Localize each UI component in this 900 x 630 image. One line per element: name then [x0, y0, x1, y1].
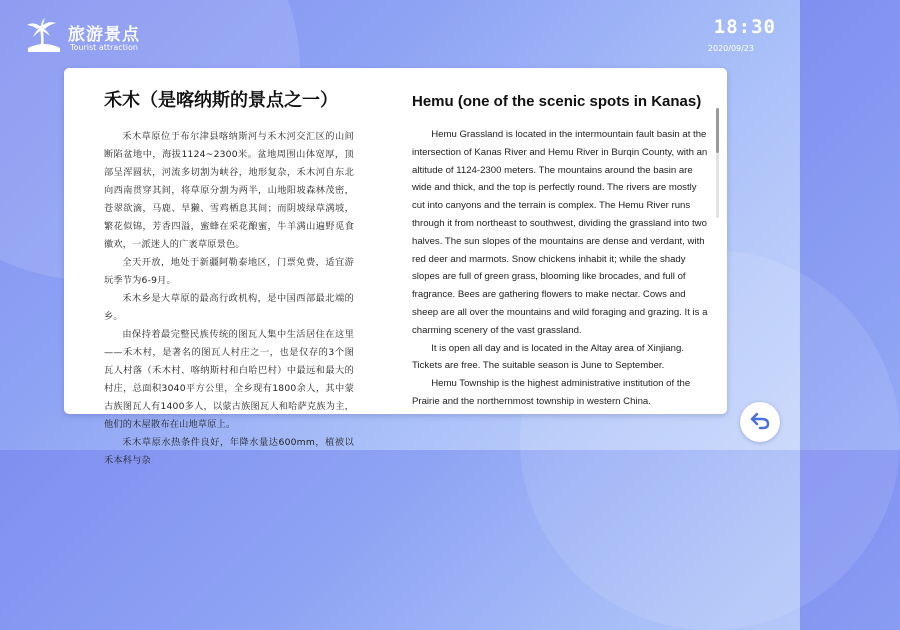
paragraph-cn: 禾木草原水热条件良好，年降水量达600mm，植被以禾本科与杂: [104, 437, 354, 466]
paragraph-cn: 全天开放，地处于新疆阿勒泰地区，门票免费，适宜游玩季节为6-9月。: [104, 257, 354, 286]
page-title: 旅游景点: [68, 25, 140, 45]
back-arrow-icon: [749, 409, 771, 435]
chinese-column: [104, 88, 354, 470]
article-title-cn: 禾木（是喀纳斯的景点之一）: [104, 90, 338, 111]
paragraph-en: Hemu Grassland is located in the intermountain fault basin at the intersection of Kanas River and Hemu River in Burqin County, with an altitude of 1124-2300 meters. The mountains around the basin are wide and thick, and the top is perfectly round. The rivers are mostly cut into canyons and the terrain is complex. The Hemu River runs through it from northeast to southwest, dividing the grassland into two halves. The sun slopes of the mountains are dense and verdant, with red deer and marmots. Snow chickens inhabit it; while the shady slopes are full of green grass, blooming like brocades, and full of fragrance. Bees are gathering flowers to make nectar. Cows and sheep are all over the mountains and wild foraging and grazing. It is a charming scenery of the vast grassland.: [412, 129, 708, 336]
app-header: [0, 0, 800, 62]
paragraph-en: Hemu Township is the highest administrative institution of the Prairie and the northernmost township in western China.: [412, 378, 691, 407]
paragraph-cn: 禾木乡是大草原的最高行政机构，是中国西部最北端的乡。: [104, 293, 354, 322]
back-button[interactable]: [740, 402, 780, 442]
article-title-en: Hemu (one of the scenic spots in Kanas): [412, 93, 702, 110]
clock-time: 18:30: [713, 16, 776, 38]
paragraph-en: It is open all day and is located in the Altay area of Xinjiang. Tickets are free. The suitable season is June to September.: [412, 342, 684, 372]
palm-tree-icon: [24, 18, 64, 52]
page-subtitle: Tourist attraction: [70, 43, 138, 52]
article-body-en[interactable]: [412, 126, 712, 411]
paragraph-cn: 禾木草原位于布尔津县喀纳斯河与禾木河交汇区的山间断陷盆地中，海拔1124~2300米。盆地周围山体宽厚，顶部呈浑圆状，河流多切割为峡谷，地形复杂，禾木河自东北向西南贯穿其间，将草原分割为两半，山地阳坡森林茂密，苍翠欲滴，马鹿、旱獭、雪鸡栖息其间；而阴坡绿草满坡，繁花似锦，芳香四溢，蜜蜂在采花酿蜜，牛羊满山遍野觅食徽欢，一派迷人的广袤草原景色。: [104, 131, 354, 250]
clock-date: 2020/09/23: [707, 44, 754, 53]
scrollbar-thumb[interactable]: [716, 108, 719, 153]
article-panel: [64, 68, 727, 466]
paragraph-cn: 由保持着最完整民族传统的图瓦人集中生活居住在这里——禾木村，是著名的图瓦人村庄之一，也是仅存的3个图瓦人村落（禾木村、喀纳斯村和白哈巴村）中最远和最大的村庄，总面积3040平方公里，全乡现有1800余人，其中蒙古族图瓦人有1400多人，以蒙古族图瓦人和哈萨克族为主，他们的木屋散布在山地草原上。: [104, 329, 354, 430]
english-column: [412, 88, 712, 411]
article-body-cn[interactable]: [104, 128, 354, 470]
scrollbar[interactable]: [716, 108, 719, 218]
